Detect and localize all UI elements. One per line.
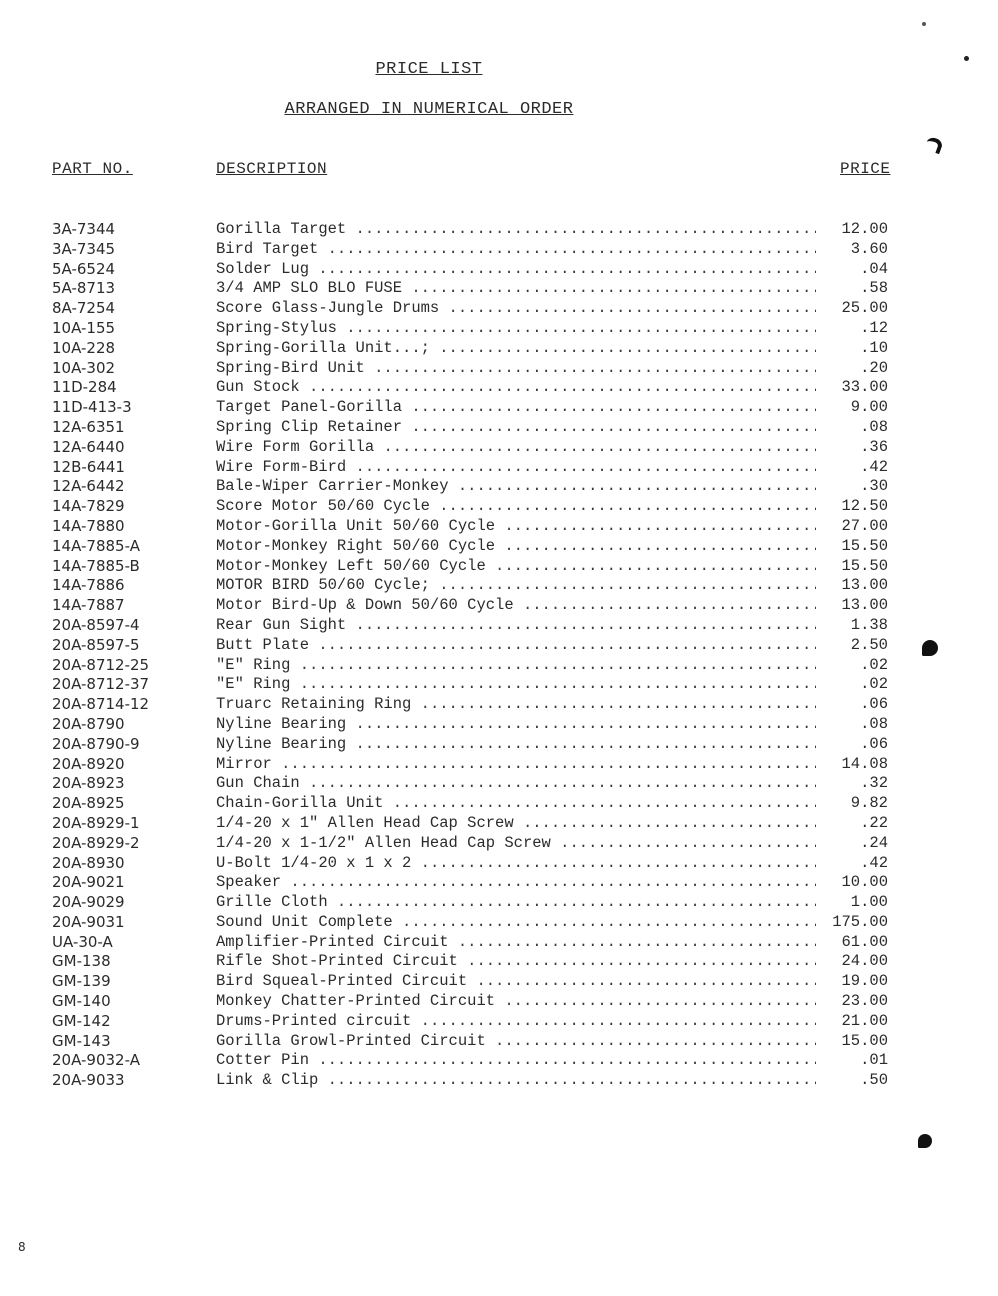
item-description: Gun Stock ..... <box>216 378 816 396</box>
part-number: 8A-7254 <box>52 299 116 318</box>
item-price: 15.00 <box>841 1031 888 1050</box>
item-description: Grille Cloth ..... <box>216 893 816 911</box>
part-number: 14A-7885-B <box>52 556 140 575</box>
item-description: Gorilla Target ..... <box>216 220 816 238</box>
column-header-part-no: PART NO. <box>52 160 133 178</box>
item-price: .08 <box>860 714 888 733</box>
item-description: Monkey Chatter-Printed Circuit ..... <box>216 992 816 1010</box>
item-description: Spring-Bird Unit ..... <box>216 359 816 377</box>
part-number: GM-142 <box>52 1011 111 1030</box>
part-number: 10A-155 <box>52 318 116 337</box>
table-row <box>0 1032 998 1052</box>
binder-hole-mark <box>924 136 944 155</box>
item-price: .08 <box>860 417 888 436</box>
part-number: 20A-8714-12 <box>52 695 150 714</box>
item-description: Rear Gun Sight ..... <box>216 616 816 634</box>
part-number: 20A-8790 <box>52 714 125 733</box>
item-price: 3.60 <box>850 239 888 258</box>
table-row <box>0 873 998 893</box>
item-description: 1/4-20 x 1" Allen Head Cap Screw ..... <box>216 814 816 832</box>
part-number: 20A-9033 <box>52 1071 125 1090</box>
item-price: 9.00 <box>850 398 888 417</box>
item-description: 1/4-20 x 1-1/2" Allen Head Cap Screw ..... <box>216 834 816 852</box>
table-row <box>0 458 998 478</box>
table-row <box>0 279 998 299</box>
part-number: GM-138 <box>52 952 111 971</box>
table-row <box>0 240 998 260</box>
item-price: .24 <box>860 833 888 852</box>
table-row <box>0 695 998 715</box>
part-number: 14A-7885-A <box>52 536 140 555</box>
table-row <box>0 675 998 695</box>
item-price: .50 <box>860 1071 888 1090</box>
table-row <box>0 992 998 1012</box>
table-row <box>0 220 998 240</box>
table-row <box>0 1012 998 1032</box>
item-description: Rifle Shot-Printed Circuit ..... <box>216 952 816 970</box>
table-row <box>0 557 998 577</box>
item-price: .22 <box>860 813 888 832</box>
part-number: 20A-9021 <box>52 873 125 892</box>
table-row <box>0 656 998 676</box>
part-number: 14A-7880 <box>52 516 125 535</box>
table-row <box>0 715 998 735</box>
item-description: Link & Clip ..... <box>216 1071 816 1089</box>
part-number: 20A-8925 <box>52 794 125 813</box>
part-number: 3A-7344 <box>52 220 116 238</box>
table-row <box>0 339 998 359</box>
item-price: .06 <box>860 734 888 753</box>
item-price: .20 <box>860 358 888 377</box>
item-description: Spring Clip Retainer ..... <box>216 418 816 436</box>
item-price: 27.00 <box>841 516 888 535</box>
table-row <box>0 299 998 319</box>
speck-mark <box>922 22 926 26</box>
item-description: Spring-Stylus ..... <box>216 319 816 337</box>
part-number: 14A-7886 <box>52 576 125 595</box>
part-number: 12B-6441 <box>52 457 125 476</box>
item-price: 61.00 <box>841 932 888 951</box>
item-price: 15.50 <box>841 536 888 555</box>
table-row <box>0 517 998 537</box>
item-price: .02 <box>860 675 888 694</box>
table-row <box>0 794 998 814</box>
item-description: Bird Squeal-Printed Circuit ..... <box>216 972 816 990</box>
item-description: Solder Lug ..... <box>216 260 816 278</box>
binder-hole-mark <box>922 640 938 656</box>
item-price: 25.00 <box>841 299 888 318</box>
page-title: PRICE LIST <box>375 60 483 79</box>
table-row <box>0 359 998 379</box>
item-price: 9.82 <box>850 794 888 813</box>
part-number: 20A-8712-25 <box>52 655 150 674</box>
item-description: Motor-Gorilla Unit 50/60 Cycle ..... <box>216 517 816 535</box>
item-price: .30 <box>860 477 888 496</box>
item-price: 13.00 <box>841 576 888 595</box>
item-price: .01 <box>860 1051 888 1070</box>
part-number: 10A-302 <box>52 358 116 377</box>
item-price: .58 <box>860 279 888 298</box>
item-description: Truarc Retaining Ring ..... <box>216 695 816 713</box>
item-price: 33.00 <box>841 378 888 397</box>
part-number: 20A-9032-A <box>52 1051 140 1070</box>
part-number: 11D-413-3 <box>52 398 132 417</box>
part-number: 20A-8790-9 <box>52 734 140 753</box>
item-price: 175.00 <box>832 912 888 931</box>
table-row <box>0 497 998 517</box>
table-row <box>0 735 998 755</box>
part-number: 20A-8597-5 <box>52 635 140 654</box>
item-price: .36 <box>860 437 888 456</box>
item-description: U-Bolt 1/4-20 x 1 x 2 ..... <box>216 854 816 872</box>
item-price: .12 <box>860 318 888 337</box>
table-row <box>0 616 998 636</box>
table-row <box>0 854 998 874</box>
speck-mark <box>964 56 969 61</box>
table-row <box>0 972 998 992</box>
part-number: 20A-8597-4 <box>52 615 140 634</box>
table-row <box>0 834 998 854</box>
part-number: 20A-9029 <box>52 893 125 912</box>
part-number: 5A-6524 <box>52 259 116 278</box>
item-price: 1.38 <box>850 615 888 634</box>
table-row <box>0 893 998 913</box>
item-description: Bale-Wiper Carrier-Monkey ..... <box>216 477 816 495</box>
item-description: Target Panel-Gorilla ..... <box>216 398 816 416</box>
item-description: Spring-Gorilla Unit...; ..... <box>216 339 816 357</box>
part-number: 12A-6440 <box>52 437 125 456</box>
part-number: UA-30-A <box>52 932 113 951</box>
item-description: Wire Form-Bird ..... <box>216 458 816 476</box>
part-number: 12A-6442 <box>52 477 125 496</box>
item-description: Wire Form Gorilla ..... <box>216 438 816 456</box>
item-description: Gorilla Growl-Printed Circuit ..... <box>216 1032 816 1050</box>
part-number: 14A-7887 <box>52 596 125 615</box>
item-price: .32 <box>860 774 888 793</box>
item-price: .06 <box>860 695 888 714</box>
column-header-description: DESCRIPTION <box>216 160 328 178</box>
table-row <box>0 596 998 616</box>
table-row <box>0 477 998 497</box>
part-number: 20A-8923 <box>52 774 125 793</box>
item-price: .42 <box>860 853 888 872</box>
part-number: 20A-8929-2 <box>52 833 140 852</box>
item-description: Mirror ..... <box>216 755 816 773</box>
item-description: "E" Ring ..... <box>216 656 816 674</box>
item-price: 21.00 <box>841 1011 888 1030</box>
item-description: MOTOR BIRD 50/60 Cycle; ..... <box>216 576 816 594</box>
table-row <box>0 438 998 458</box>
table-row <box>0 576 998 596</box>
item-description: Cotter Pin ..... <box>216 1051 816 1069</box>
part-number: 3A-7345 <box>52 239 116 258</box>
part-number: GM-143 <box>52 1031 111 1050</box>
item-price: 1.00 <box>850 893 888 912</box>
item-description: Amplifier-Printed Circuit ..... <box>216 933 816 951</box>
table-row <box>0 774 998 794</box>
item-description: Gun Chain ..... <box>216 774 816 792</box>
item-description: Score Motor 50/60 Cycle ..... <box>216 497 816 515</box>
table-row <box>0 1051 998 1071</box>
item-price: 23.00 <box>841 992 888 1011</box>
item-price: .02 <box>860 655 888 674</box>
item-description: Motor-Monkey Left 50/60 Cycle ..... <box>216 557 816 575</box>
page-subtitle: ARRANGED IN NUMERICAL ORDER <box>284 100 574 119</box>
item-description: Drums-Printed circuit ..... <box>216 1012 816 1030</box>
part-number: GM-140 <box>52 992 111 1011</box>
binder-hole-mark <box>918 1134 932 1148</box>
table-row <box>0 636 998 656</box>
part-number: 10A-228 <box>52 338 116 357</box>
table-row <box>0 319 998 339</box>
part-number: 20A-9031 <box>52 912 125 931</box>
table-row <box>0 755 998 775</box>
part-number: GM-139 <box>52 972 111 991</box>
part-number: 20A-8930 <box>52 853 125 872</box>
item-description: 3/4 AMP SLO BLO FUSE ..... <box>216 279 816 297</box>
table-row <box>0 378 998 398</box>
item-price: 14.08 <box>841 754 888 773</box>
table-row <box>0 933 998 953</box>
table-row <box>0 418 998 438</box>
page-number: 8 <box>18 1240 26 1254</box>
item-description: Nyline Bearing ..... <box>216 735 816 753</box>
item-price: .10 <box>860 338 888 357</box>
price-list-table <box>0 220 998 1091</box>
table-row <box>0 260 998 280</box>
part-number: 5A-8713 <box>52 279 116 298</box>
item-price: .42 <box>860 457 888 476</box>
table-row <box>0 913 998 933</box>
item-price: 19.00 <box>841 972 888 991</box>
item-price: 15.50 <box>841 556 888 575</box>
item-price: 12.50 <box>841 497 888 516</box>
table-row <box>0 1071 998 1091</box>
item-price: 10.00 <box>841 873 888 892</box>
item-price: 12.00 <box>841 220 888 238</box>
column-header-price: PRICE <box>840 160 891 178</box>
item-price: .04 <box>860 259 888 278</box>
item-description: Speaker ..... <box>216 873 816 891</box>
item-price: 13.00 <box>841 596 888 615</box>
item-price: 2.50 <box>850 635 888 654</box>
item-description: "E" Ring ..... <box>216 675 816 693</box>
table-row <box>0 952 998 972</box>
part-number: 20A-8712-37 <box>52 675 150 694</box>
item-description: Bird Target ..... <box>216 240 816 258</box>
item-description: Sound Unit Complete ..... <box>216 913 816 931</box>
item-description: Chain-Gorilla Unit ..... <box>216 794 816 812</box>
part-number: 14A-7829 <box>52 497 125 516</box>
part-number: 12A-6351 <box>52 417 125 436</box>
part-number: 11D-284 <box>52 378 117 397</box>
item-description: Nyline Bearing ..... <box>216 715 816 733</box>
item-description: Motor-Monkey Right 50/60 Cycle ..... <box>216 537 816 555</box>
item-price: 24.00 <box>841 952 888 971</box>
item-description: Score Glass-Jungle Drums ..... <box>216 299 816 317</box>
item-description: Motor Bird-Up & Down 50/60 Cycle ..... <box>216 596 816 614</box>
table-row <box>0 537 998 557</box>
table-row <box>0 398 998 418</box>
part-number: 20A-8920 <box>52 754 125 773</box>
table-row <box>0 814 998 834</box>
part-number: 20A-8929-1 <box>52 813 140 832</box>
item-description: Butt Plate ..... <box>216 636 816 654</box>
